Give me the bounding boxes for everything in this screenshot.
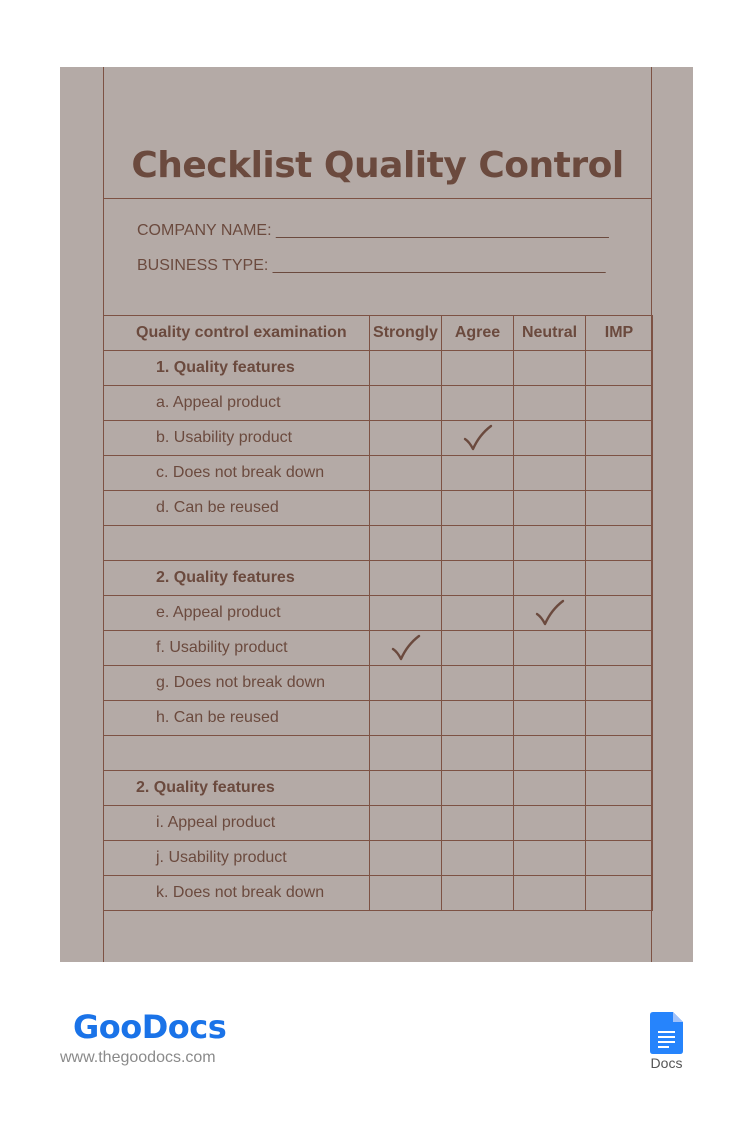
checkmark-icon [391, 634, 421, 662]
business-type-label: BUSINESS TYPE: [137, 257, 269, 274]
rating-cell-strongly[interactable] [370, 351, 442, 386]
header-imp: IMP [586, 316, 653, 351]
criterion-label: e. Appeal product [104, 596, 370, 631]
rating-cell-neutral[interactable] [514, 351, 586, 386]
rating-cell-imp[interactable] [586, 666, 653, 701]
rating-cell-imp[interactable] [586, 456, 653, 491]
header-strongly: Strongly [370, 316, 442, 351]
rating-cell-strongly[interactable] [370, 561, 442, 596]
rating-cell-agree[interactable] [442, 736, 514, 771]
rating-cell-agree[interactable] [442, 526, 514, 561]
rating-cell-imp[interactable] [586, 561, 653, 596]
checkmark-icon [535, 599, 565, 627]
rating-cell-strongly[interactable] [370, 456, 442, 491]
company-name-field[interactable] [137, 222, 608, 240]
rating-cell-agree[interactable] [442, 631, 514, 666]
rating-cell-imp[interactable] [586, 386, 653, 421]
table-row [104, 386, 653, 421]
rating-cell-neutral[interactable] [514, 666, 586, 701]
rating-cell-imp[interactable] [586, 771, 653, 806]
rating-cell-imp[interactable] [586, 736, 653, 771]
rating-cell-imp[interactable] [586, 351, 653, 386]
criterion-label: d. Can be reused [104, 491, 370, 526]
rating-cell-imp[interactable] [586, 841, 653, 876]
rating-cell-strongly[interactable] [370, 596, 442, 631]
rating-cell-strongly[interactable] [370, 841, 442, 876]
table-row [104, 491, 653, 526]
rating-cell-neutral[interactable] [514, 806, 586, 841]
rating-cell-agree[interactable] [442, 701, 514, 736]
rating-cell-imp[interactable] [586, 491, 653, 526]
rating-cell-agree[interactable] [442, 596, 514, 631]
rating-cell-neutral[interactable] [514, 561, 586, 596]
header-neutral: Neutral [514, 316, 586, 351]
section-heading: 2. Quality features [104, 771, 370, 806]
rating-cell-agree[interactable] [442, 386, 514, 421]
criterion-label: k. Does not break down [104, 876, 370, 911]
rating-cell-strongly[interactable] [370, 701, 442, 736]
table-spacer-row [104, 736, 653, 771]
rating-cell-neutral[interactable] [514, 771, 586, 806]
rating-cell-agree[interactable] [442, 876, 514, 911]
criterion-label: c. Does not break down [104, 456, 370, 491]
goodocs-logo[interactable]: GooDocs [73, 1008, 227, 1046]
table-row [104, 631, 653, 666]
rating-cell-agree[interactable] [442, 561, 514, 596]
rating-cell-neutral[interactable] [514, 456, 586, 491]
rating-cell-imp[interactable] [586, 596, 653, 631]
rating-cell-strongly[interactable] [370, 491, 442, 526]
rating-cell-imp[interactable] [586, 806, 653, 841]
table-row [104, 701, 653, 736]
rating-cell-neutral[interactable] [514, 631, 586, 666]
rating-cell-imp[interactable] [586, 421, 653, 456]
rating-cell-neutral[interactable] [514, 596, 586, 631]
table-row [104, 421, 653, 456]
rating-cell-agree[interactable] [442, 841, 514, 876]
business-type-field[interactable] [137, 257, 605, 275]
business-type-blank[interactable]: __________________________________________ [272, 257, 605, 274]
rating-cell-agree[interactable] [442, 771, 514, 806]
document-title: Checklist Quality Control [131, 145, 624, 186]
checklist-sheet [60, 67, 693, 962]
criterion-label: j. Usability product [104, 841, 370, 876]
docs-label: Docs [650, 1055, 683, 1071]
table-row [104, 456, 653, 491]
criterion-label: i. Appeal product [104, 806, 370, 841]
table-row [104, 841, 653, 876]
rating-cell-strongly[interactable] [370, 666, 442, 701]
header-examination: Quality control examination [104, 316, 370, 351]
rating-cell-imp[interactable] [586, 526, 653, 561]
title-divider [103, 198, 652, 199]
table-spacer-row [104, 526, 653, 561]
rating-cell-imp[interactable] [586, 701, 653, 736]
rating-cell-strongly[interactable] [370, 736, 442, 771]
rating-cell-neutral[interactable] [514, 386, 586, 421]
rating-cell-strongly[interactable] [370, 526, 442, 561]
rating-cell-agree[interactable] [442, 351, 514, 386]
rating-cell-neutral[interactable] [514, 876, 586, 911]
rating-cell-agree[interactable] [442, 666, 514, 701]
rating-cell-strongly[interactable] [370, 876, 442, 911]
table-header-row [104, 316, 653, 351]
criterion-label: h. Can be reused [104, 701, 370, 736]
rating-cell-agree[interactable] [442, 806, 514, 841]
header-agree: Agree [442, 316, 514, 351]
rating-cell-strongly[interactable] [370, 386, 442, 421]
rating-cell-imp[interactable] [586, 876, 653, 911]
table-row [104, 666, 653, 701]
rating-cell-imp[interactable] [586, 631, 653, 666]
rating-cell-agree[interactable] [442, 456, 514, 491]
company-name-label: COMPANY NAME: [137, 222, 272, 239]
section-row [104, 771, 653, 806]
rating-cell-neutral[interactable] [514, 526, 586, 561]
rating-cell-neutral[interactable] [514, 701, 586, 736]
rating-cell-agree[interactable] [442, 491, 514, 526]
section-row [104, 351, 653, 386]
quality-control-table [103, 315, 653, 911]
rating-cell-neutral[interactable] [514, 841, 586, 876]
criterion-label: b. Usability product [104, 421, 370, 456]
rating-cell-strongly[interactable] [370, 771, 442, 806]
rating-cell-strongly[interactable] [370, 806, 442, 841]
criterion-label: g. Does not break down [104, 666, 370, 701]
criterion-label: f. Usability product [104, 631, 370, 666]
company-name-blank[interactable]: __________________________________________ [276, 222, 608, 239]
website-url[interactable]: www.thegoodocs.com [60, 1049, 216, 1066]
criterion-label [104, 736, 370, 771]
table-row [104, 876, 653, 911]
section-heading: 2. Quality features [104, 561, 370, 596]
rating-cell-strongly[interactable] [370, 421, 442, 456]
rating-cell-neutral[interactable] [514, 491, 586, 526]
rating-cell-agree[interactable] [442, 421, 514, 456]
section-row [104, 561, 653, 596]
rating-cell-strongly[interactable] [370, 631, 442, 666]
section-heading: 1. Quality features [104, 351, 370, 386]
table-row [104, 806, 653, 841]
google-docs-icon[interactable] [650, 1012, 683, 1054]
rating-cell-neutral[interactable] [514, 736, 586, 771]
criterion-label [104, 526, 370, 561]
rating-cell-neutral[interactable] [514, 421, 586, 456]
criterion-label: a. Appeal product [104, 386, 370, 421]
table-row [104, 596, 653, 631]
checkmark-icon [463, 424, 493, 452]
